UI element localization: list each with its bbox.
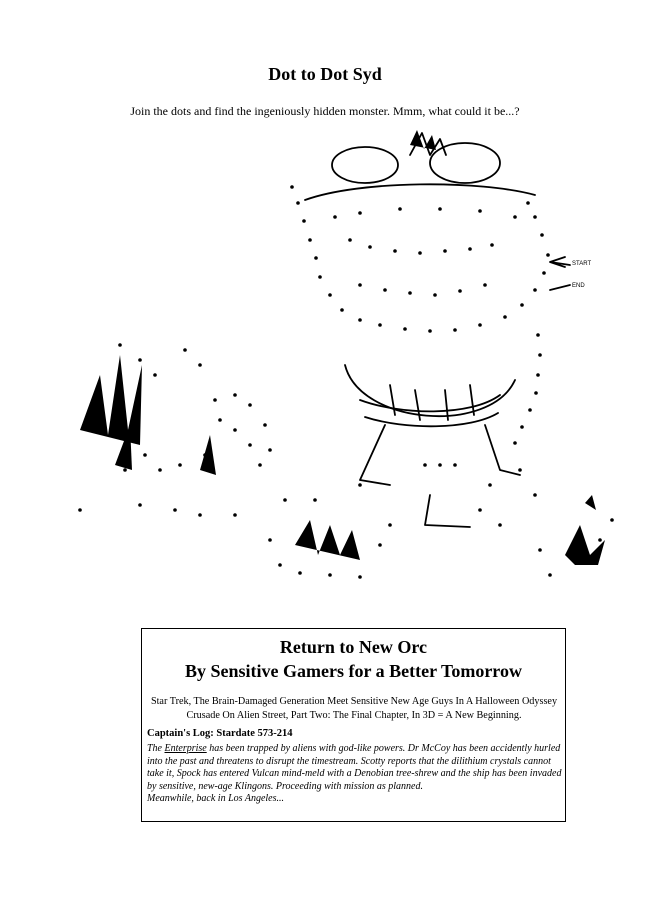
- arrow-end: [550, 285, 570, 290]
- article-heading: Return to New Orc: [279, 637, 428, 657]
- plant-left-1: [80, 355, 142, 445]
- page-subtitle: Join the dots and find the ingeniously hidden monster. Mmm, what could it be...?: [130, 104, 520, 118]
- arrow-start: [550, 257, 570, 267]
- log-closing: Meanwhile, back in Los Angeles...: [147, 793, 285, 804]
- dot-to-dot-illustration: [60, 125, 620, 595]
- captains-log-text: The Enterprise has been trapped by aliens with god-like powers. Dr McCoy has been accidently hurled into the past and threatens to disrupt the timestream. Scotty reports that the dilithium crystals cannot take it, Spock has entered Vulcan mind-meld with a Denobian tree-shrew and the ship has been invaded by sensitive, new-age Klingons. Proceeding with mission as planned. Meanwhile, back in Los Angeles...: [147, 743, 562, 804]
- article-subheading: By Sensitive Gamers for a Better Tomorrow: [185, 661, 522, 681]
- ship-name: Enterprise: [164, 743, 207, 754]
- page-title: Dot to Dot Syd: [268, 64, 382, 84]
- plant-mid: [200, 435, 216, 475]
- puzzle-dots: [78, 185, 614, 579]
- monster-jaw: [345, 365, 515, 416]
- monster-legs: [360, 425, 520, 485]
- monster-left-eye: [332, 147, 398, 183]
- monster-foot-right: [425, 495, 470, 527]
- article-box: [141, 628, 566, 822]
- monster-ribs: [360, 395, 500, 426]
- plant-right-tip: [585, 495, 596, 510]
- monster-mouth-rim: [305, 184, 535, 200]
- plant-bottom: [295, 520, 360, 560]
- monster-right-eye: [430, 143, 500, 183]
- plant-right: [565, 525, 605, 565]
- article-description: Star Trek, The Brain-Damaged Generation Meet Sensitive New Age Guys In A Halloween Odyssey Crusade On Alien Street, Part Two: The Final Chapter, In 3D = A New Beginning.: [150, 696, 558, 721]
- start-label: START: [572, 261, 592, 267]
- captains-log-heading: Captain's Log: Stardate 573-214: [147, 728, 293, 739]
- end-label: END: [572, 283, 585, 289]
